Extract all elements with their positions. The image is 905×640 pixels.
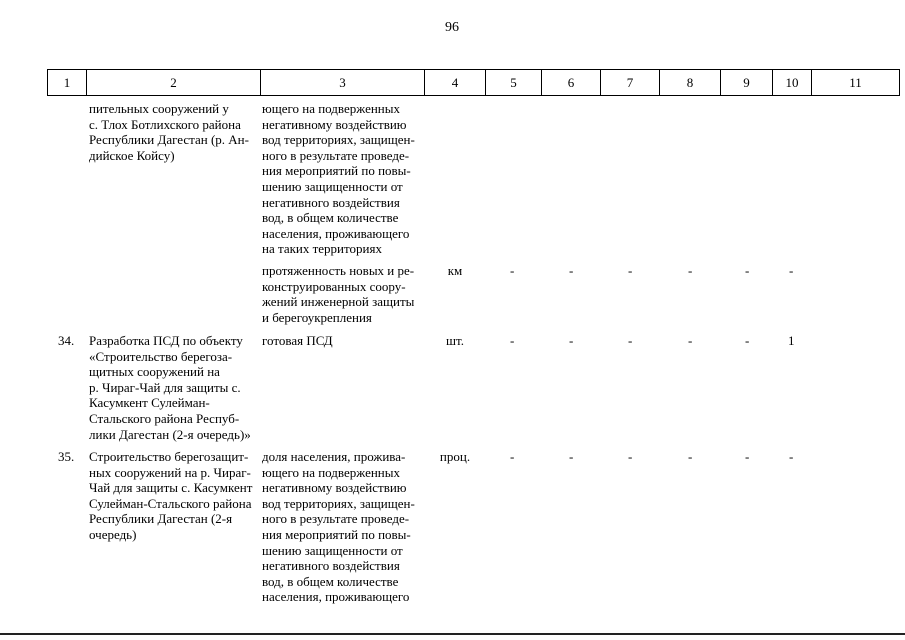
page-bottom-edge — [0, 633, 905, 635]
text-line: ющего на подверженных — [262, 101, 400, 116]
row35-indicator — [262, 449, 422, 605]
value-cell: - — [628, 333, 633, 348]
text-line: пительных сооружений у — [89, 101, 229, 116]
text-line: Республики Дагестан (2-я — [89, 511, 233, 527]
header-col-10: 10 — [785, 75, 799, 90]
header-col-5: 5 — [510, 75, 517, 90]
text-line: Республики Дагестан (р. Ан- — [89, 132, 249, 148]
text-line: «Строительство берегоза- — [89, 348, 233, 364]
text-line: р. Чираг-Чай для защиты с. — [89, 379, 241, 395]
text-line: населения, проживающего — [262, 589, 410, 605]
value-cell: - — [510, 449, 515, 464]
text-line: негативного воздействия — [262, 194, 400, 210]
text-line: Строительство берегозащит- — [89, 449, 249, 464]
text-line: на таких территориях — [262, 241, 382, 257]
value-cell: - — [628, 263, 633, 278]
text-line: Касумкент Сулейман- — [89, 395, 210, 411]
value-cell: - — [745, 263, 750, 278]
page-number: 96 — [445, 20, 459, 35]
text-line: шению защищенности от — [262, 542, 403, 558]
continuation-indicator — [262, 101, 422, 257]
text-line: ния мероприятий по повы- — [262, 163, 411, 179]
header-col-6: 6 — [567, 75, 575, 90]
value-cell: - — [688, 263, 693, 278]
length-indicator — [262, 263, 422, 325]
text-line: населения, проживающего — [262, 225, 410, 241]
header-col-7: 7 — [626, 75, 634, 90]
header-col-3: 3 — [339, 75, 346, 90]
unit-cell: шт. — [446, 333, 464, 348]
value-cell: - — [688, 333, 693, 348]
text-line: ных сооружений на р. Чираг- — [89, 464, 251, 480]
text-line: протяженность новых и ре- — [262, 263, 415, 278]
value-cell: - — [688, 449, 693, 464]
text-line: и берегоукрепления — [262, 309, 372, 325]
value-cell: - — [745, 449, 750, 464]
text-line: ного в результате проведе- — [262, 147, 410, 163]
text-line: ния мероприятий по повы- — [262, 526, 411, 542]
value-cell: - — [745, 333, 750, 348]
value-cell: - — [510, 333, 515, 348]
header-col-8: 8 — [686, 75, 694, 90]
row34-indicator: готовая ПСД — [262, 333, 333, 348]
text-line: вод территориях, защищен- — [262, 495, 415, 511]
text-line: Разработка ПСД по объекту — [89, 333, 243, 348]
header-col-1: 1 — [63, 75, 71, 90]
text-line: конструированных соору- — [262, 278, 406, 294]
continuation-description — [89, 101, 257, 163]
row35-description — [89, 449, 257, 543]
unit-cell: км — [447, 263, 463, 278]
value-cell: - — [569, 333, 574, 348]
value-cell: - — [510, 263, 515, 278]
row-number: 34. — [58, 333, 75, 348]
text-line: шению защищенности от — [262, 178, 403, 194]
text-line: негативному воздействию — [262, 116, 407, 132]
row-number: 35. — [58, 449, 75, 464]
text-line: Стальского района Респуб- — [89, 410, 240, 426]
text-line: Сулейман-Стальского района — [89, 495, 252, 511]
value-cell: - — [569, 449, 574, 464]
value-cell: - — [789, 263, 794, 278]
text-line: жений инженерной защиты — [262, 294, 415, 310]
text-line: ного в результате проведе- — [262, 511, 410, 527]
header-col-4: 4 — [451, 75, 459, 90]
value-cell: - — [789, 449, 794, 464]
value-cell: - — [569, 263, 574, 278]
text-line: негативного воздействия — [262, 558, 400, 574]
unit-cell: проц. — [439, 449, 471, 464]
text-line: с. Тлох Ботлихского района — [89, 116, 241, 132]
header-col-9: 9 — [743, 75, 750, 90]
value-cell: 1 — [788, 333, 795, 348]
text-line: щитных сооружений на — [89, 364, 220, 380]
text-line: вод, в общем количестве — [262, 210, 399, 226]
text-line: лики Дагестан (2-я очередь)» — [89, 426, 251, 442]
text-line: доля населения, прожива- — [262, 449, 406, 464]
header-col-11: 11 — [849, 75, 862, 90]
text-line: вод, в общем количестве — [262, 573, 399, 589]
text-line: вод территориях, защищен- — [262, 132, 415, 148]
row34-description — [89, 333, 257, 442]
text-line: очередь) — [89, 526, 137, 542]
text-line: негативному воздействию — [262, 480, 407, 496]
value-cell: - — [628, 449, 633, 464]
text-line: ющего на подверженных — [262, 464, 400, 480]
text-line: Чай для защиты с. Касумкент — [89, 480, 253, 496]
text-line: дийское Койсу) — [89, 147, 175, 163]
header-col-2: 2 — [170, 75, 177, 90]
